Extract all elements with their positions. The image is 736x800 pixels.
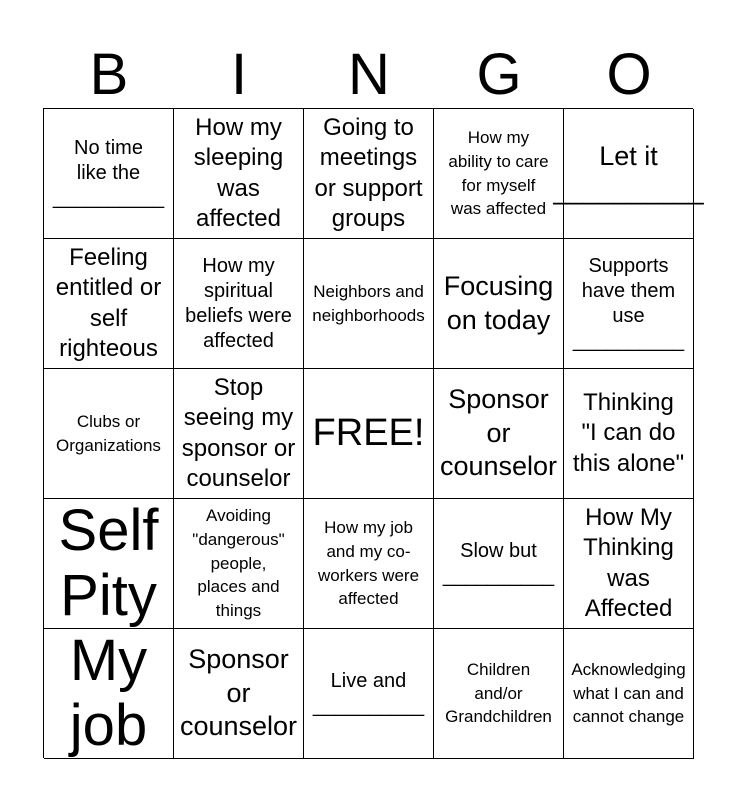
- free-space-cell[interactable]: [304, 369, 434, 499]
- bingo-cell-r1-c1[interactable]: [44, 109, 174, 239]
- bingo-cell-text: Sponsor or counselor: [179, 643, 298, 742]
- bingo-cell-text: Going to meetings or support groups: [314, 113, 423, 232]
- bingo-cell-text: Live and __________: [312, 669, 425, 717]
- bingo-cell-r1-c5[interactable]: [553, 109, 704, 239]
- bingo-cell-text: Sponsor or counselor: [439, 383, 558, 482]
- bingo-cell-text: No time like the __________: [52, 137, 165, 209]
- bingo-cell-text: My job: [69, 627, 148, 758]
- bingo-cell-r4-c2[interactable]: [174, 499, 304, 629]
- bingo-cell-text: Focusing on today: [443, 270, 554, 335]
- bingo-cell-r3-c4[interactable]: [434, 369, 564, 499]
- bingo-cell-text: Let it __________: [553, 140, 704, 205]
- bingo-cell-text: Neighbors and neighborhoods: [312, 281, 425, 325]
- bingo-cell-r5-c1[interactable]: [44, 629, 174, 759]
- bingo-cell-r2-c5[interactable]: [564, 239, 694, 369]
- bingo-cell-text: How my sleeping was affected: [193, 113, 284, 232]
- bingo-cell-text: Thinking "I can do this alone": [572, 388, 685, 477]
- bingo-cell-r5-c4[interactable]: [434, 629, 564, 759]
- bingo-cell-r3-c2[interactable]: [174, 369, 304, 499]
- bingo-cell-r4-c1[interactable]: [44, 499, 174, 629]
- bingo-cell-text: How my ability to care for myself was affected: [448, 127, 549, 219]
- bingo-header: [44, 40, 694, 110]
- bingo-cell-text: Feeling entitled or self righteous: [55, 243, 162, 362]
- bingo-cell-text: How my job and my co- workers were affected: [317, 517, 420, 609]
- header-letter-o: O: [606, 42, 652, 107]
- bingo-cell-r3-c1[interactable]: [44, 369, 174, 499]
- bingo-cell-text: Avoiding "dangerous" people, places and things: [192, 506, 285, 621]
- bingo-cell-text: Self Pity: [58, 497, 159, 628]
- bingo-cell-r5-c3[interactable]: [304, 629, 434, 759]
- bingo-cell-r5-c2[interactable]: [174, 629, 304, 759]
- bingo-cell-r1-c2[interactable]: [174, 109, 304, 239]
- bingo-cell-text: Clubs or Organizations: [56, 411, 161, 455]
- bingo-cell-r2-c3[interactable]: [304, 239, 434, 369]
- bingo-cell-r2-c2[interactable]: [174, 239, 304, 369]
- bingo-cell-r2-c4[interactable]: [434, 239, 564, 369]
- bingo-board: [43, 108, 704, 758]
- bingo-cell-text: FREE!: [312, 411, 425, 454]
- header-letter-b: B: [89, 42, 129, 107]
- bingo-cell-r4-c5[interactable]: [564, 499, 694, 629]
- bingo-cell-r5-c5[interactable]: [564, 629, 694, 759]
- bingo-cell-r2-c1[interactable]: [44, 239, 174, 369]
- header-letter-g: G: [476, 42, 522, 107]
- bingo-cell-text: Children and/or Grandchildren: [445, 659, 552, 727]
- bingo-cell-text: Supports have them use __________: [572, 254, 685, 352]
- bingo-cell-r1-c3[interactable]: [304, 109, 434, 239]
- bingo-cell-text: Acknowledging what I can and cannot change: [571, 659, 686, 727]
- bingo-cell-r1-c4[interactable]: [434, 109, 564, 239]
- bingo-cell-text: How My Thinking was Affected: [583, 503, 674, 622]
- header-letter-i: I: [230, 42, 248, 107]
- bingo-cell-r4-c3[interactable]: [304, 499, 434, 629]
- bingo-cell-r4-c4[interactable]: [434, 499, 564, 629]
- bingo-cell-text: How my spiritual beliefs were affected: [185, 254, 292, 352]
- bingo-cell-text: Stop seeing my sponsor or counselor: [181, 373, 296, 492]
- bingo-cell-text: Slow but __________: [442, 539, 555, 587]
- header-letter-n: N: [348, 42, 390, 107]
- bingo-cell-r3-c5[interactable]: [564, 369, 694, 499]
